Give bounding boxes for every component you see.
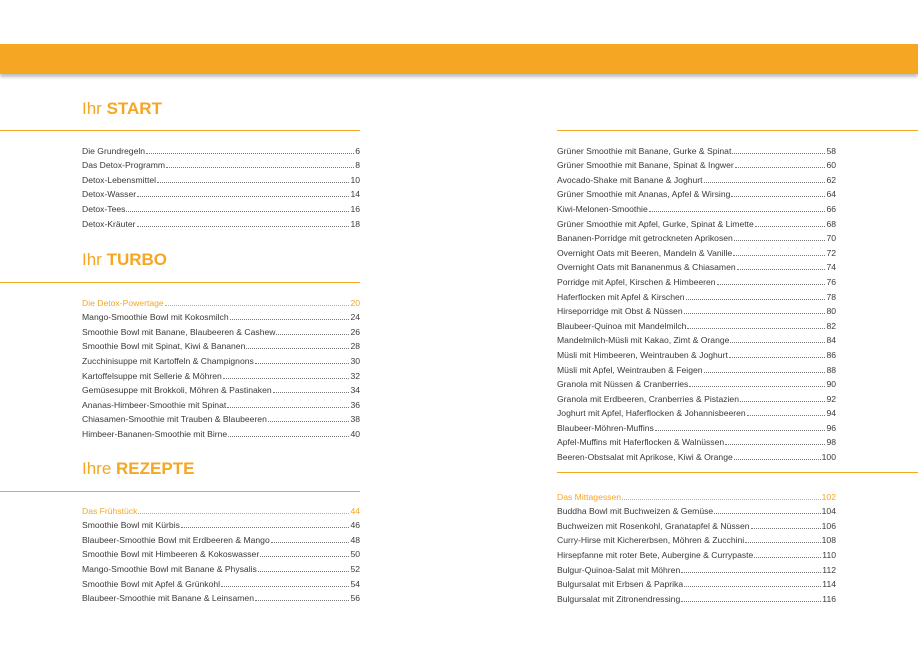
toc-entry-title: Chiasamen-Smoothie mit Trauben & Blaubeeren	[82, 414, 267, 425]
toc-entry-page: 82	[826, 320, 836, 331]
toc-entry	[82, 575, 360, 590]
toc-entry-page: 92	[826, 393, 836, 404]
toc-dot-leader	[684, 586, 821, 587]
toc-entry	[557, 361, 836, 376]
toc-entry-page: 110	[822, 549, 836, 560]
toc-dot-leader	[733, 255, 825, 256]
toc-entry-page: 38	[350, 414, 360, 425]
toc-entry	[557, 434, 836, 449]
toc-entry	[557, 517, 836, 532]
toc-entry-page: 44	[350, 505, 360, 516]
toc-entry-page: 10	[350, 174, 360, 185]
toc-dot-leader	[146, 153, 354, 154]
toc-entry-page: 68	[826, 218, 836, 229]
toc-entry-title: Das Frühstück	[82, 505, 138, 516]
toc-list-breakfast-continued	[557, 142, 836, 463]
toc-dot-leader	[137, 196, 349, 197]
toc-entry-title: Overnight Oats mit Beeren, Mandeln & Vanille	[557, 247, 733, 258]
toc-entry-page: 36	[350, 399, 360, 410]
toc-entry	[82, 560, 360, 575]
toc-entry	[557, 576, 836, 591]
toc-entry	[557, 332, 836, 347]
left-column	[82, 0, 360, 648]
toc-subsection-entry	[557, 488, 836, 503]
toc-entry-title: Die Grundregeln	[82, 145, 146, 156]
toc-entry-page: 104	[821, 506, 836, 517]
toc-entry	[557, 590, 836, 605]
toc-entry-title: Buchweizen mit Rosenkohl, Granatapfel & Nüssen	[557, 520, 750, 531]
toc-entry	[82, 517, 360, 532]
toc-dot-leader	[729, 357, 826, 358]
toc-entry-page: 112	[822, 564, 836, 575]
toc-entry-page: 14	[350, 189, 360, 200]
toc-dot-leader	[228, 436, 349, 437]
toc-entry-title: Blaubeer-Quinoa mit Mandelmilch	[557, 320, 687, 331]
toc-entry-page: 98	[826, 437, 836, 448]
toc-dot-leader	[622, 499, 821, 500]
toc-entry-page: 78	[826, 291, 836, 302]
toc-dot-leader	[681, 601, 821, 602]
toc-dot-leader	[166, 167, 354, 168]
toc-entry-page: 114	[822, 579, 836, 590]
toc-entry-title: Smoothie Bowl mit Apfel & Grünkohl	[82, 578, 221, 589]
toc-entry	[82, 590, 360, 605]
toc-dot-leader	[747, 415, 826, 416]
toc-entry	[82, 531, 360, 546]
toc-dot-leader	[745, 542, 820, 543]
toc-entry	[557, 317, 836, 332]
toc-entry-title: Curry-Hirse mit Kichererbsen, Möhren & Zucchini	[557, 535, 745, 546]
toc-entry	[82, 382, 360, 397]
section-rule	[0, 282, 360, 283]
toc-list-lunch	[557, 488, 836, 605]
toc-entry-title: Kiwi-Melonen-Smoothie	[557, 203, 648, 214]
toc-entry-title: Avocado-Shake mit Banane & Joghurt	[557, 174, 703, 185]
toc-entry	[557, 376, 836, 391]
toc-entry-page: 64	[826, 189, 836, 200]
toc-entry	[557, 200, 836, 215]
toc-entry-title: Detox-Tees	[82, 203, 126, 214]
toc-entry-page: 48	[350, 534, 360, 545]
toc-dot-leader	[754, 557, 821, 558]
toc-entry-page: 58	[826, 145, 836, 156]
toc-entry-page: 72	[826, 247, 836, 258]
toc-entry-title: Hirseporridge mit Obst & Nüssen	[557, 306, 683, 317]
toc-entry-page: 52	[350, 563, 360, 574]
toc-entry-title: Bulgur-Quinoa-Salat mit Möhren	[557, 564, 681, 575]
toc-dot-leader	[268, 421, 350, 422]
toc-entry-page: 26	[350, 326, 360, 337]
toc-entry	[557, 215, 836, 230]
toc-entry	[557, 532, 836, 547]
toc-entry-page: 34	[350, 385, 360, 396]
toc-dot-leader	[704, 372, 826, 373]
toc-entry-title: Grüner Smoothie mit Banane, Spinat & Ingwer	[557, 160, 734, 171]
toc-entry-title: Beeren-Obstsalat mit Aprikose, Kiwi & Orange	[557, 452, 733, 463]
toc-entry-title: Grüner Smoothie mit Apfel, Gurke, Spinat & Limette	[557, 218, 754, 229]
toc-entry-title: Detox-Kräuter	[82, 218, 136, 229]
toc-entry-title: Apfel-Muffins mit Haferflocken & Walnüssen	[557, 437, 725, 448]
toc-entry	[557, 390, 836, 405]
toc-entry	[82, 215, 360, 230]
toc-entry-page: 20	[350, 297, 360, 308]
toc-entry-page: 96	[826, 422, 836, 433]
toc-dot-leader	[258, 571, 350, 572]
toc-subsection-entry	[82, 294, 360, 309]
toc-entry-title: Mango-Smoothie Bowl mit Banane & Physalis	[82, 563, 257, 574]
toc-entry-title: Porridge mit Apfel, Kirschen & Himbeeren	[557, 276, 716, 287]
toc-dot-leader	[137, 226, 350, 227]
toc-entry	[82, 323, 360, 338]
toc-dot-leader	[717, 284, 826, 285]
toc-entry-page: 54	[350, 578, 360, 589]
toc-entry	[82, 425, 360, 440]
toc-entry-page: 70	[826, 233, 836, 244]
toc-dot-leader	[276, 334, 349, 335]
toc-entry-page: 8	[355, 160, 360, 171]
toc-entry-page: 102	[821, 491, 836, 502]
toc-entry-title: Hirsepfanne mit roter Bete, Aubergine & Currypaste	[557, 549, 754, 560]
toc-entry-page: 116	[822, 593, 836, 604]
toc-dot-leader	[271, 542, 350, 543]
toc-entry-page: 18	[350, 218, 360, 229]
toc-entry	[557, 405, 836, 420]
toc-entry-title: Zucchinisuppe mit Kartoffeln & Champignons	[82, 355, 254, 366]
toc-entry	[557, 303, 836, 318]
toc-entry-title: Granola mit Erdbeeren, Cranberries & Pistazien	[557, 393, 739, 404]
toc-entry-page: 56	[350, 593, 360, 604]
toc-dot-leader	[689, 386, 825, 387]
toc-dot-leader	[687, 328, 825, 329]
toc-entry	[82, 352, 360, 367]
toc-entry-title: Blaubeer-Möhren-Muffins	[557, 422, 654, 433]
toc-subsection-entry	[82, 502, 360, 517]
toc-list-start	[82, 142, 360, 230]
toc-entry-page: 106	[821, 520, 836, 531]
section-heading-rezepte: Ihre REZEPTE	[82, 459, 195, 478]
toc-entry-title: Die Detox-Powertage	[82, 297, 164, 308]
toc-entry-title: Bananen-Porridge mit getrockneten Aprikosen	[557, 233, 733, 244]
toc-entry-title: Granola mit Nüssen & Cranberries	[557, 379, 689, 390]
toc-dot-leader	[181, 527, 350, 528]
toc-dot-leader	[165, 305, 350, 306]
toc-entry	[82, 546, 360, 561]
toc-entry-page: 40	[350, 428, 360, 439]
toc-entry	[557, 448, 836, 463]
toc-dot-leader	[732, 153, 825, 154]
toc-entry	[82, 157, 360, 172]
toc-entry-page: 76	[826, 276, 836, 287]
toc-entry-title: Smoothie Bowl mit Kürbis	[82, 520, 180, 531]
toc-entry	[82, 338, 360, 353]
toc-entry-page: 90	[826, 379, 836, 390]
toc-entry-title: Buddha Bowl mit Buchweizen & Gemüse	[557, 506, 714, 517]
section-rule	[557, 472, 918, 473]
toc-list-turbo	[82, 294, 360, 440]
toc-entry-page: 62	[826, 174, 836, 185]
toc-entry-title: Müsli mit Apfel, Weintrauben & Feigen	[557, 364, 703, 375]
toc-dot-leader	[731, 196, 825, 197]
toc-dot-leader	[686, 299, 826, 300]
toc-entry	[82, 309, 360, 324]
toc-dot-leader	[734, 240, 826, 241]
toc-entry-page: 28	[350, 341, 360, 352]
toc-entry	[557, 561, 836, 576]
toc-entry	[82, 411, 360, 426]
toc-entry-page: 108	[821, 535, 836, 546]
toc-dot-leader	[227, 407, 349, 408]
toc-entry-page: 66	[826, 203, 836, 214]
toc-entry-page: 6	[355, 145, 360, 156]
toc-dot-leader	[751, 528, 821, 529]
toc-entry	[557, 230, 836, 245]
toc-dot-leader	[735, 167, 826, 168]
toc-entry-page: 74	[826, 262, 836, 273]
toc-entry-page: 60	[826, 160, 836, 171]
toc-entry	[557, 186, 836, 201]
toc-entry-title: Kartoffelsuppe mit Sellerie & Möhren	[82, 370, 222, 381]
toc-entry-title: Mandelmilch-Müsli mit Kakao, Zimt & Orange	[557, 335, 730, 346]
toc-entry	[82, 186, 360, 201]
toc-entry	[82, 396, 360, 411]
toc-entry-title: Bulgursalat mit Erbsen & Paprika	[557, 579, 684, 590]
toc-entry-title: Das Detox-Programm	[82, 160, 166, 171]
toc-dot-leader	[230, 319, 350, 320]
toc-entry-page: 88	[826, 364, 836, 375]
toc-entry	[557, 419, 836, 434]
toc-dot-leader	[138, 513, 349, 514]
toc-entry	[557, 273, 836, 288]
toc-dot-leader	[246, 348, 349, 349]
toc-dot-leader	[260, 556, 349, 557]
toc-entry-title: Mango-Smoothie Bowl mit Kokosmilch	[82, 312, 229, 323]
toc-entry-page: 86	[826, 349, 836, 360]
toc-entry-title: Himbeer-Bananen-Smoothie mit Birne	[82, 428, 228, 439]
right-column	[557, 0, 836, 648]
toc-dot-leader	[255, 363, 350, 364]
toc-entry-page: 32	[350, 370, 360, 381]
toc-entry-title: Bulgursalat mit Zitronendressing	[557, 593, 681, 604]
toc-entry-title: Gemüsesuppe mit Brokkoli, Möhren & Pastinaken	[82, 385, 272, 396]
section-rule	[0, 130, 360, 131]
toc-entry-title: Blaubeer-Smoothie Bowl mit Erdbeeren & Mango	[82, 534, 270, 545]
toc-entry-title: Overnight Oats mit Bananenmus & Chiasamen	[557, 262, 736, 273]
toc-entry-page: 46	[350, 520, 360, 531]
toc-entry-title: Grüner Smoothie mit Banane, Gurke & Spinat	[557, 145, 732, 156]
toc-entry-title: Ananas-Himbeer-Smoothie mit Spinat	[82, 399, 227, 410]
toc-entry	[82, 171, 360, 186]
toc-entry-title: Detox-Wasser	[82, 189, 137, 200]
toc-entry-page: 50	[350, 549, 360, 560]
toc-entry	[557, 244, 836, 259]
toc-entry	[557, 171, 836, 186]
toc-entry-page: 84	[826, 335, 836, 346]
toc-entry-page: 80	[826, 306, 836, 317]
toc-dot-leader	[655, 430, 826, 431]
toc-dot-leader	[126, 211, 349, 212]
toc-entry-title: Joghurt mit Apfel, Haferflocken & Johannisbeeren	[557, 408, 746, 419]
toc-entry	[557, 142, 836, 157]
toc-entry	[557, 157, 836, 172]
toc-dot-leader	[725, 444, 825, 445]
toc-entry	[557, 546, 836, 561]
toc-entry-page: 94	[826, 408, 836, 419]
toc-entry	[557, 346, 836, 361]
toc-dot-leader	[223, 378, 350, 379]
toc-dot-leader	[221, 586, 349, 587]
toc-entry-title: Blaubeer-Smoothie mit Banane & Leinsamen	[82, 593, 254, 604]
toc-dot-leader	[273, 392, 350, 393]
toc-entry-title: Das Mittagessen	[557, 491, 622, 502]
section-rule	[557, 130, 918, 131]
toc-entry-title: Müsli mit Himbeeren, Weintrauben & Joghurt	[557, 349, 728, 360]
toc-entry-page: 30	[350, 355, 360, 366]
toc-dot-leader	[684, 313, 826, 314]
toc-entry	[82, 142, 360, 157]
toc-entry-title: Smoothie Bowl mit Himbeeren & Kokoswasser	[82, 549, 260, 560]
toc-entry-page: 16	[350, 203, 360, 214]
toc-dot-leader	[681, 572, 821, 573]
toc-entry	[557, 503, 836, 518]
section-heading-start: Ihr START	[82, 99, 162, 118]
toc-entry	[82, 200, 360, 215]
section-heading-turbo: Ihr TURBO	[82, 250, 168, 269]
toc-entry-title: Grüner Smoothie mit Ananas, Apfel & Wirsing	[557, 189, 731, 200]
toc-entry	[557, 259, 836, 274]
toc-dot-leader	[704, 182, 826, 183]
section-rule	[0, 491, 360, 492]
toc-entry-title: Haferflocken mit Apfel & Kirschen	[557, 291, 685, 302]
toc-dot-leader	[734, 459, 821, 460]
toc-entry	[82, 367, 360, 382]
toc-entry-page: 24	[350, 312, 360, 323]
toc-entry	[557, 288, 836, 303]
toc-entry-title: Smoothie Bowl mit Banane, Blaubeeren & Cashew	[82, 326, 276, 337]
toc-dot-leader	[255, 600, 349, 601]
toc-entry-page: 100	[821, 452, 836, 463]
toc-list-rezepte	[82, 502, 360, 604]
toc-entry-title: Smoothie Bowl mit Spinat, Kiwi & Bananen	[82, 341, 246, 352]
toc-dot-leader	[755, 226, 826, 227]
toc-dot-leader	[740, 401, 825, 402]
toc-dot-leader	[737, 269, 826, 270]
toc-dot-leader	[649, 211, 826, 212]
toc-dot-leader	[730, 342, 825, 343]
toc-entry-title: Detox-Lebensmittel	[82, 174, 157, 185]
toc-dot-leader	[714, 513, 820, 514]
toc-dot-leader	[157, 182, 349, 183]
